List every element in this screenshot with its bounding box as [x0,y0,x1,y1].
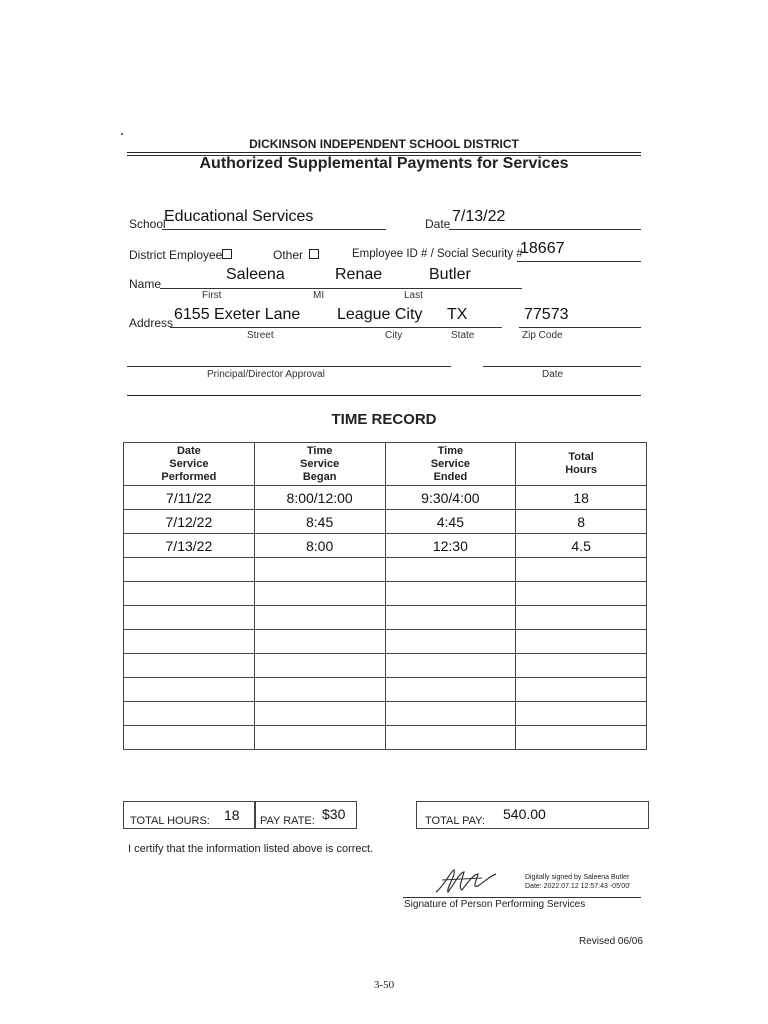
hours-cell[interactable]: 18 [516,486,647,510]
date-cell[interactable] [124,726,255,750]
table-row [124,702,647,726]
time-ended-cell[interactable] [385,606,516,630]
time-ended-cell[interactable] [385,702,516,726]
time-ended-cell[interactable]: 4:45 [385,510,516,534]
date-cell[interactable] [124,678,255,702]
time-ended-cell[interactable] [385,654,516,678]
date-cell[interactable] [124,558,255,582]
date-performed-header-line: Performed [161,470,217,483]
total-hours-label: TOTAL HOURS: [130,815,210,827]
approval-date-line [483,366,641,367]
date-cell[interactable]: 7/11/22 [124,486,255,510]
time-began-header-line: Began [302,470,337,483]
mi-sublabel: MI [313,290,325,301]
table-row [124,606,647,630]
approval-date-label: Date [542,369,564,380]
employee-id-underline [517,261,641,262]
street-value[interactable]: 6155 Exeter Lane [174,306,301,323]
date-cell[interactable] [124,606,255,630]
table-row [124,558,647,582]
school-underline [162,229,386,230]
section-divider [127,395,641,396]
time-began-cell[interactable] [254,678,385,702]
approval-line [127,366,451,367]
time-ended-header-line: Ended [433,470,468,483]
date-label: Date [425,217,451,231]
zip-underline [519,327,641,328]
district-employee-label: District Employee [129,248,223,262]
time-began-cell[interactable] [254,702,385,726]
table-row [124,534,647,558]
school-label: School [129,217,166,231]
date-performed-header-line: Service [169,457,209,470]
district-employee-checkbox[interactable] [222,249,232,259]
date-underline [449,229,641,230]
name-underline [160,288,522,289]
signature-mark [432,866,502,896]
form-title: Authorized Supplemental Payments for Services [199,155,569,172]
total-hours-header [516,443,647,486]
digital-signature-line1: Digitally signed by Saleena Butler [525,874,630,881]
time-began-cell[interactable]: 8:45 [254,510,385,534]
time-began-header-line: Time [306,444,333,457]
hours-cell[interactable] [516,654,647,678]
other-checkbox[interactable] [309,249,319,259]
employee-id-value[interactable]: 18667 [520,240,565,257]
time-ended-cell[interactable] [385,630,516,654]
time-ended-cell[interactable] [385,558,516,582]
time-began-cell[interactable] [254,654,385,678]
time-ended-header-line: Service [430,457,470,470]
pay-rate-value[interactable]: $30 [322,806,346,822]
table-row [124,678,647,702]
total-hours-value[interactable]: 18 [224,807,240,823]
hours-cell[interactable]: 4.5 [516,534,647,558]
city-value[interactable]: League City [337,306,423,323]
total-pay-label: TOTAL PAY: [425,815,485,827]
table-row [124,726,647,750]
zip-value[interactable]: 77573 [524,306,569,323]
scan-dot [121,133,123,135]
table-row [124,582,647,606]
district-name: DICKINSON INDEPENDENT SCHOOL DISTRICT [249,137,519,151]
time-record-title: TIME RECORD [331,411,437,428]
time-began-header [254,443,385,486]
hours-cell[interactable] [516,558,647,582]
hours-cell[interactable] [516,582,647,606]
revised-note: Revised 06/06 [579,936,643,947]
last-sublabel: Last [404,290,423,301]
time-ended-cell[interactable] [385,582,516,606]
time-began-cell[interactable] [254,582,385,606]
approval-label: Principal/Director Approval [207,369,325,380]
name-label: Name [129,277,162,291]
state-sublabel: State [451,330,475,341]
hours-cell[interactable] [516,606,647,630]
date-cell[interactable] [124,582,255,606]
street-sublabel: Street [247,330,274,341]
header-rule-top [127,152,641,153]
date-cell[interactable]: 7/12/22 [124,510,255,534]
hours-cell[interactable] [516,702,647,726]
date-cell[interactable] [124,630,255,654]
time-ended-header [385,443,516,486]
date-cell[interactable] [124,702,255,726]
time-began-cell[interactable]: 8:00/12:00 [254,486,385,510]
school-value[interactable]: Educational Services [164,208,314,225]
zip-sublabel: Zip Code [522,330,563,341]
digital-signature-line2: Date: 2022.07.12 12:57:43 -05'00' [525,883,631,890]
total-hours-header-line: Total [568,451,594,463]
hours-cell[interactable] [516,678,647,702]
state-value[interactable]: TX [447,306,468,323]
first-sublabel: First [202,290,222,301]
time-record-header-row [124,443,647,486]
last-name-value[interactable]: Butler [429,266,471,283]
hours-cell[interactable]: 8 [516,510,647,534]
time-ended-cell[interactable]: 9:30/4:00 [385,486,516,510]
address-label: Address [129,316,174,330]
date-performed-header-line: Date [176,444,201,457]
time-ended-cell[interactable]: 12:30 [385,534,516,558]
time-began-cell[interactable] [254,558,385,582]
pay-rate-label: PAY RATE: [260,815,315,827]
table-row [124,510,647,534]
table-row [124,486,647,510]
middle-name-value[interactable]: Renae [335,266,383,283]
table-row [124,654,647,678]
signature-line [403,897,641,898]
time-began-cell[interactable] [254,726,385,750]
total-hours-header-line: Hours [565,464,598,476]
signature-label: Signature of Person Performing Services [404,899,586,910]
date-performed-header [124,443,255,486]
date-cell[interactable] [124,654,255,678]
total-pay-value[interactable]: 540.00 [503,806,546,822]
first-name-value[interactable]: Saleena [226,266,285,283]
certify-text: I certify that the information listed above is correct. [128,843,374,855]
time-began-header-line: Service [300,457,340,470]
employee-id-label: Employee ID # / Social Security # [352,248,523,260]
time-ended-header-line: Time [437,444,464,457]
hours-cell[interactable] [516,726,647,750]
time-began-cell[interactable]: 8:00 [254,534,385,558]
table-row [124,630,647,654]
time-began-cell[interactable] [254,606,385,630]
time-ended-cell[interactable] [385,678,516,702]
time-record-table [123,442,647,750]
date-value[interactable]: 7/13/22 [452,208,506,225]
city-sublabel: City [385,330,403,341]
time-began-cell[interactable] [254,630,385,654]
date-cell[interactable]: 7/13/22 [124,534,255,558]
time-ended-cell[interactable] [385,726,516,750]
address-underline [170,327,502,328]
page-number: 3-50 [373,979,395,991]
hours-cell[interactable] [516,630,647,654]
other-label: Other [273,248,304,262]
